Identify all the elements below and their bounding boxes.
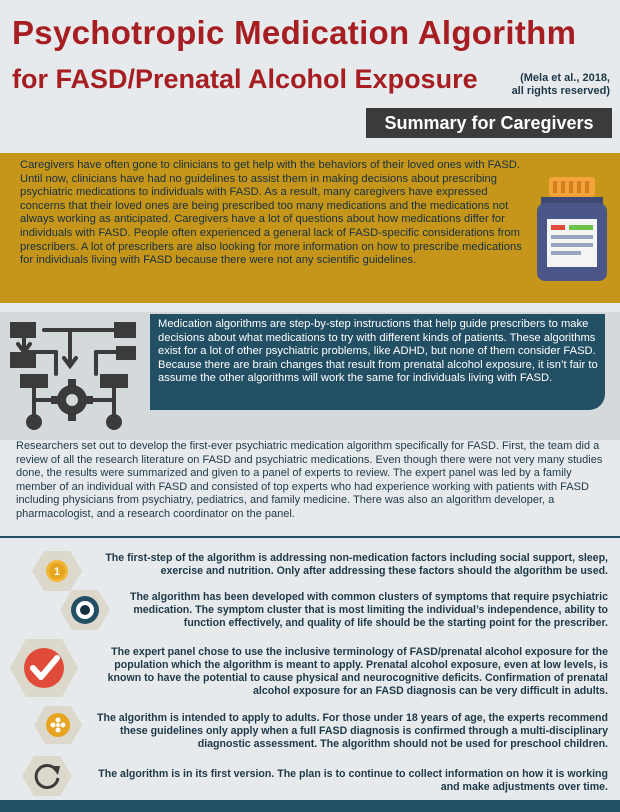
intro-text: Caregivers have often gone to clinicians to get help with the behaviors of their loved ones with FASD. Until now, clinicians have had no guidelines to assist them in making decisions about prescribing psychiatric medications to individuals with FASD. As a result, many caregivers have expressed concerns that their loved ones are being prescribed too many medications and the medications not always working as anticipated. Caregivers have a lot of questions about how medications differ for individuals with FASD. People often experienced a general lack of FASD-specific considerations from prescribers. A lot of prescribers are also looking for more information on how to prescribe medications for individuals living with FASD because there were not any scientific guidelines.: [20, 159, 522, 267]
page-title: Psychotropic Medication Algorithm: [12, 14, 577, 51]
intro-section: [0, 153, 620, 303]
citation-line-1: (Mela et al., 2018,: [520, 72, 610, 84]
point-2-icon: [58, 588, 112, 637]
section-divider: [0, 536, 620, 538]
page-subtitle: for FASD/Prenatal Alcohol Exposure: [12, 64, 478, 94]
citation: [500, 72, 610, 98]
svg-text:1: 1: [53, 566, 61, 578]
research-paragraph: Researchers set out to develop the first-ever psychiatric medication algorithm specifically for FASD. First, the team did a review of all the research literature on FASD and psychiatric medications. Even though there were not very many studies done, the results were summarized and given to a panel of experts to review. The expert panel was led by a family member of an individual with FASD and consisted of top experts who had experience working with patients with FASD including physicians from psychiatry, pediatrics, and family medicine. There was also an algorithm developer, a pharmacologist, and a research coordinator on the panel.: [16, 440, 603, 520]
point-1-text: The first-step of the algorithm is addressing non-medication factors including social support, sleep, exercise and nutrition. Only after addressing these factors should the algorithm be used.: [105, 552, 608, 577]
summary-banner: Summary for Caregivers: [366, 108, 612, 138]
point-2-text: The algorithm has been developed with common clusters of symptoms that require psychiatric medication. The symptom cluster that is most limiting the individual’s independence, ability to function effectively, and quality of life should be the starting point for the prescriber.: [129, 591, 608, 629]
point-4-icon: [32, 704, 84, 751]
point-3-icon: [8, 637, 80, 704]
point-3-text: The expert panel chose to use the inclusive terminology of FASD/prenatal alcohol exposure for the population which the algorithm is meant to apply. Prenatal alcohol exposure, even at low levels, is known to have the potential to cause physical and neurocognitive deficits. Confirmation of prenatal alcohol exposure for an FASD diagnosis can be very difficult in adults.: [107, 646, 608, 697]
citation-line-2: all rights reserved): [511, 85, 610, 97]
flowchart-gear-icon: [6, 316, 140, 439]
point-5-text: The algorithm is in its first version. The plan is to continue to collect information on how it is working and make adjustments over time.: [98, 768, 608, 793]
algorithm-text: Medication algorithms are step-by-step instructions that help guide prescribers to make decisions about what medications to try with different kinds of patients. These algorithms exist for a lot of other psychiatric problems, like ADHD, but none of them consider FASD. Because there are brain changes that result from prenatal alcohol exposure, it isn’t fair to assume the other algorithms will work the same for individuals living with FASD.: [158, 318, 598, 385]
algorithm-explanation-box: [150, 314, 605, 410]
point-4-text: The algorithm is intended to apply to adults. For those under 18 years of age, the experts recommend these guidelines only apply when a full FASD diagnosis is confirmed through a multi-disciplinary diagnostic assessment. The algorithm should not be used for preschool children.: [97, 712, 608, 750]
footer-bar: [0, 800, 620, 812]
medicine-jar-icon: [533, 175, 611, 286]
point-5-icon: [20, 754, 74, 803]
